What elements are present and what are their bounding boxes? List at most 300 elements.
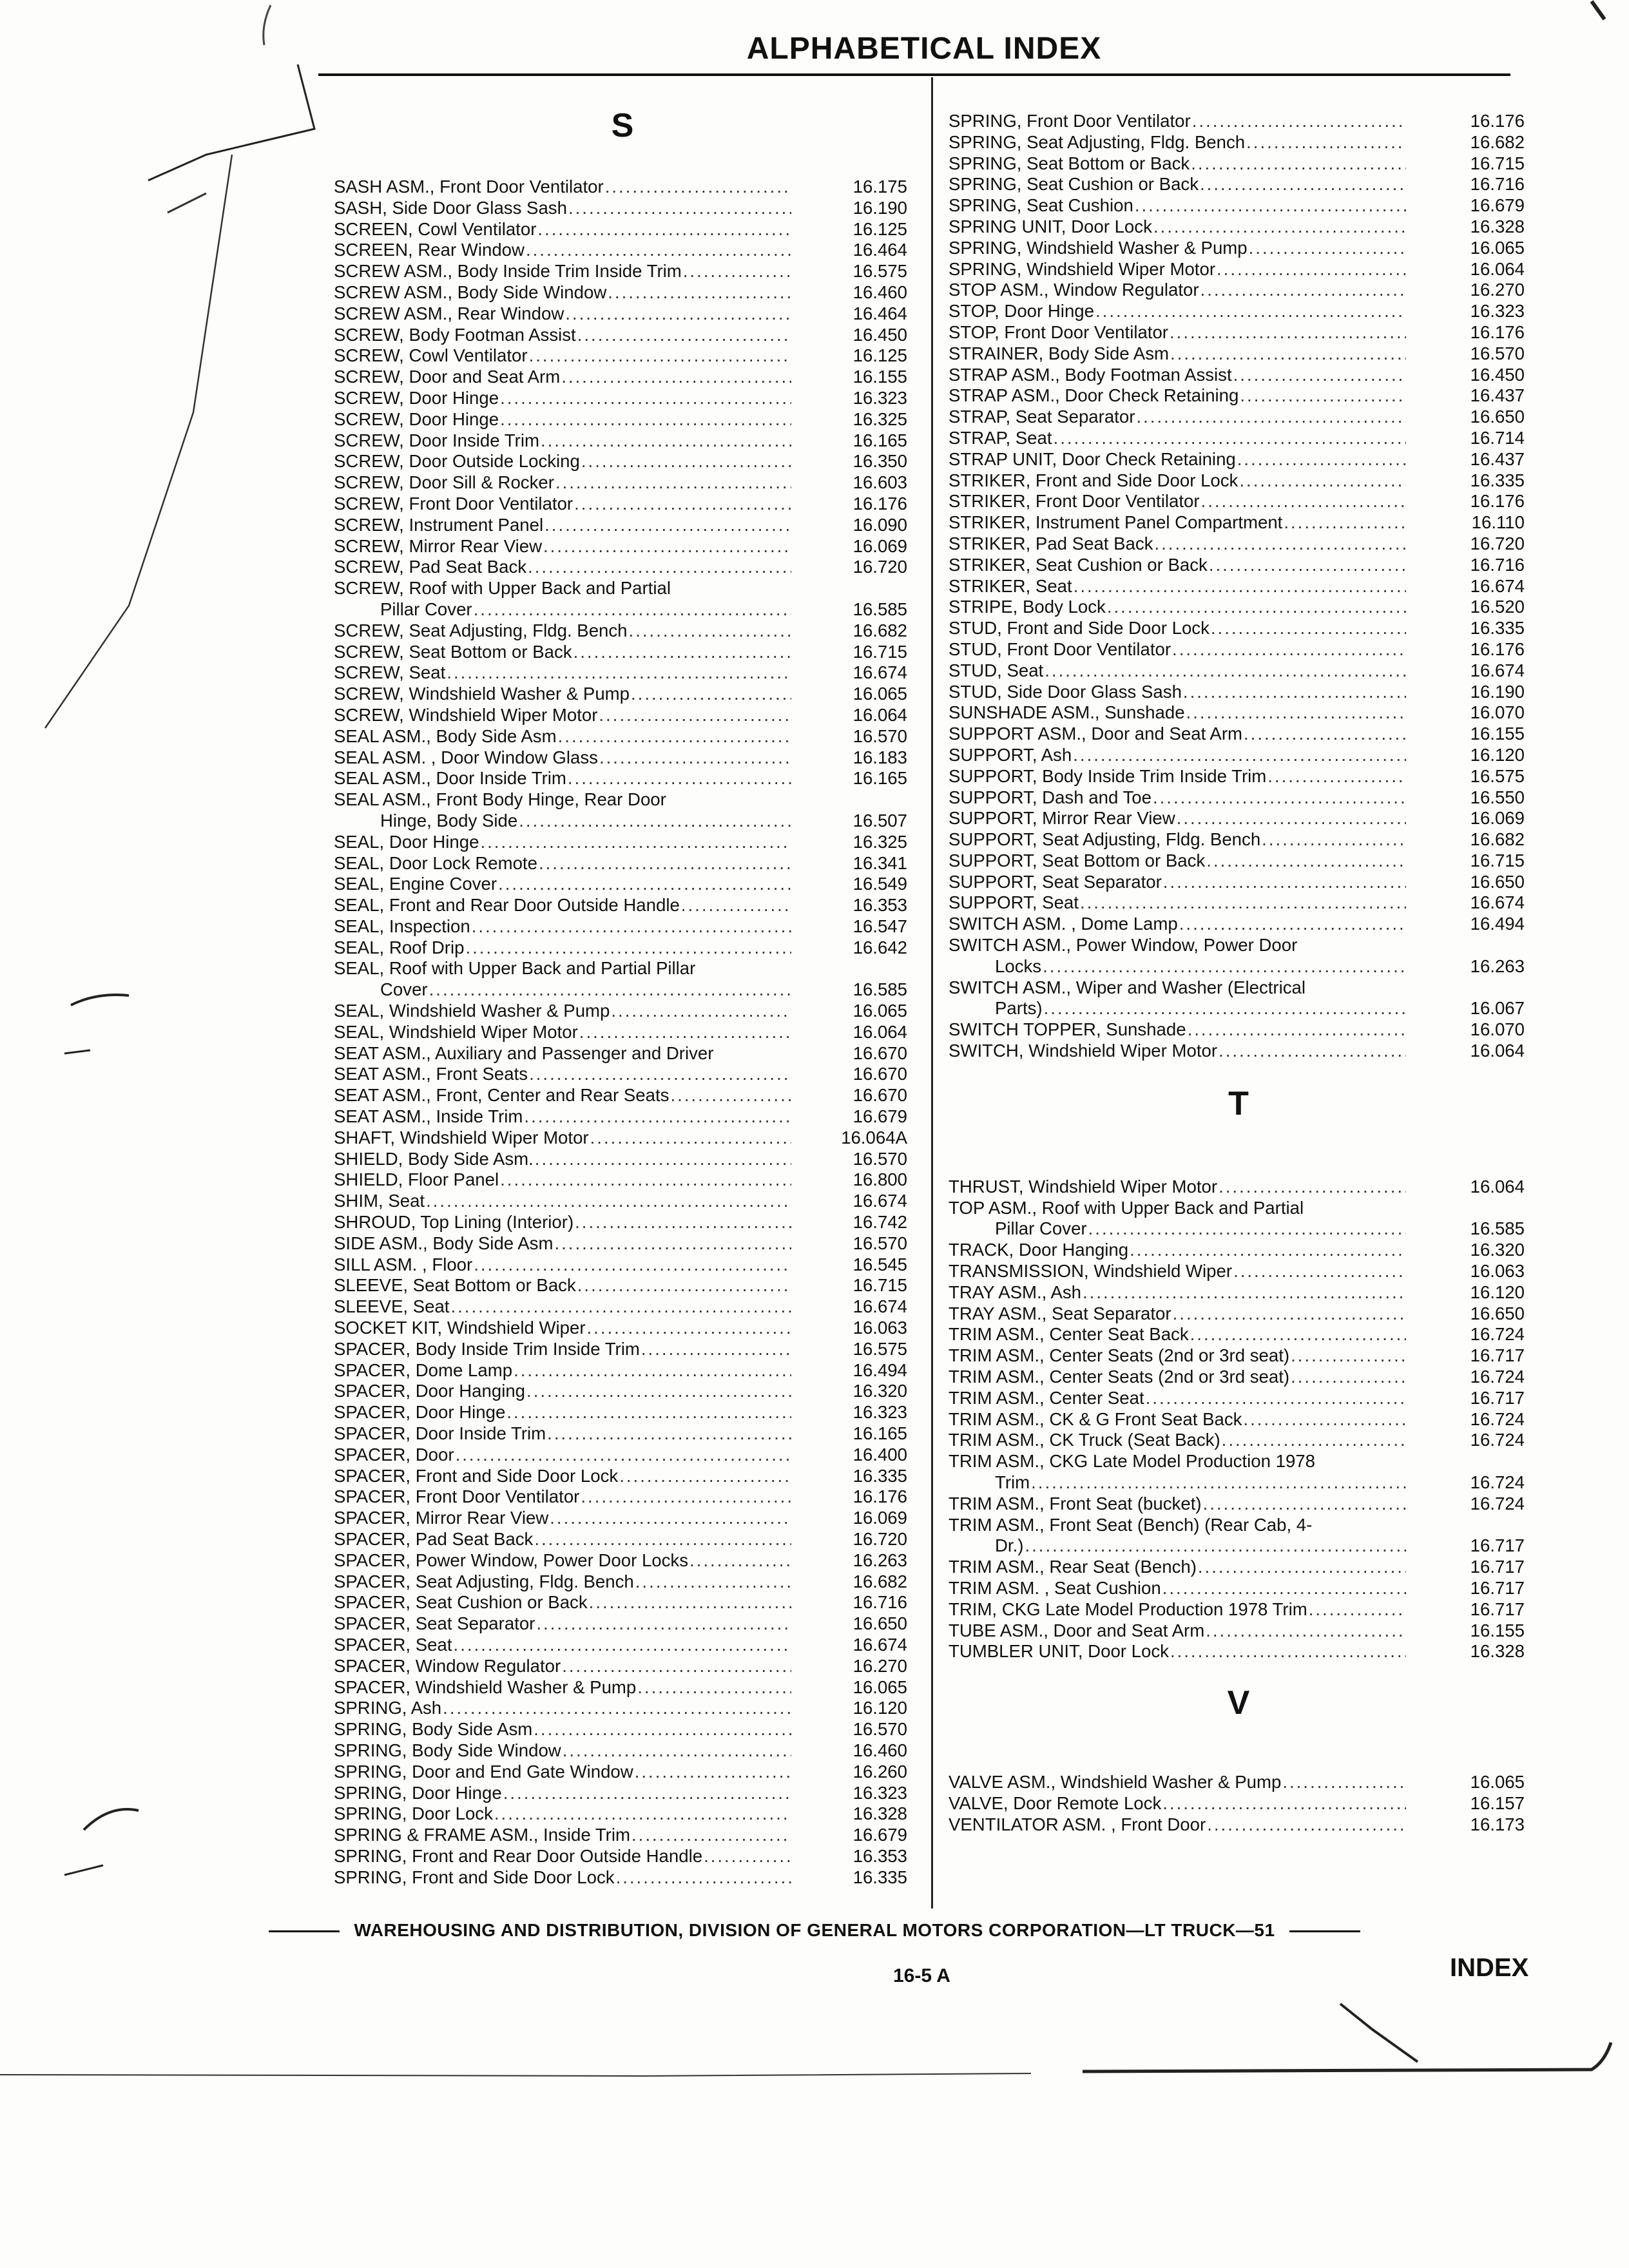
index-entry (334, 937, 911, 959)
entry-page-number: 16.065 (853, 684, 907, 704)
entry-page-number: 16.570 (853, 1233, 907, 1253)
entry-name: SEAL, Roof with Upper Back and Partial Pillar (334, 958, 696, 979)
dot-leader (641, 1339, 791, 1360)
dot-leader (465, 937, 791, 959)
index-entry (949, 1198, 1528, 1240)
entry-page-number: 16.173 (1470, 1814, 1525, 1834)
index-entry (334, 430, 911, 452)
entry-page-number: 16.270 (1470, 280, 1525, 300)
entry-page-number: 16.674 (853, 1191, 907, 1211)
dot-leader (608, 282, 791, 303)
entry-page-number: 16.674 (853, 1296, 907, 1317)
entry-page-number: 16.570 (853, 1719, 907, 1740)
entry-name: STRIKER, Front and Side Door Lock (949, 470, 1239, 490)
entry-name: SPACER, Seat Cushion or Back (334, 1592, 588, 1613)
index-entry (334, 557, 911, 578)
index-entry (334, 958, 911, 1001)
entry-page-number: 16.679 (853, 1825, 907, 1845)
page-number: 16-5 A (893, 1965, 950, 1986)
index-entry (334, 219, 911, 240)
entry-name: SUPPORT, Dash and Toe (949, 787, 1152, 807)
entry-name: STUD, Front and Side Door Lock (949, 618, 1210, 639)
index-entry (334, 895, 911, 916)
entry-name: TRIM ASM., CK & G Front Seat Back (949, 1408, 1242, 1429)
dot-leader (474, 599, 791, 620)
dot-leader (590, 1128, 791, 1149)
entry-name: SEAT ASM., Inside Trim (334, 1106, 523, 1127)
entry-page-number: 16.065 (853, 1677, 907, 1697)
index-entry (334, 282, 911, 303)
index-entry (949, 449, 1528, 470)
entry-page-number: 16.570 (853, 726, 907, 746)
dot-leader (1088, 1218, 1406, 1240)
entry-page-number: 16.165 (853, 768, 907, 789)
dot-leader (550, 1508, 791, 1529)
dot-leader (529, 1064, 791, 1085)
index-entry (949, 1620, 1528, 1642)
entry-page-number: 16.682 (1470, 131, 1525, 152)
entry-page-number: 16.353 (853, 1845, 907, 1866)
entry-name: STOP, Door Hinge (949, 301, 1094, 322)
entry-page-number: 16.190 (1470, 681, 1525, 702)
index-entry (334, 642, 911, 663)
entry-name: SUPPORT, Body Inside Trim Inside Trim (949, 765, 1267, 786)
entry-name-continuation: Trim (995, 1472, 1030, 1493)
entry-page-number: 16.110 (1471, 512, 1525, 533)
entry-name: TRIM ASM., Front Seat (bucket) (949, 1493, 1202, 1514)
entry-name: SUNSHADE ASM., Sunshade (949, 702, 1185, 723)
entry-page-number: 16.353 (853, 895, 907, 916)
dot-leader (426, 1191, 791, 1212)
index-entry (949, 259, 1528, 280)
footer-dash-right (1289, 1930, 1360, 1932)
dot-leader (500, 1169, 791, 1191)
dot-leader (1209, 555, 1406, 576)
entry-page-number: 16.460 (853, 1740, 907, 1760)
entry-name: SPRING, Seat Adjusting, Fldg. Bench (949, 131, 1246, 152)
entry-page-number: 16.176 (1470, 491, 1525, 512)
dot-leader (1211, 618, 1406, 639)
entry-page-number: 16.335 (853, 1465, 907, 1486)
entry-name: SPACER, Front and Side Door Lock (334, 1465, 619, 1486)
dot-leader (547, 1423, 791, 1445)
entry-name: SHAFT, Windshield Wiper Motor (334, 1127, 589, 1148)
entry-page-number: 16.165 (853, 1423, 907, 1444)
entry-page-number: 16.717 (1470, 1387, 1525, 1408)
dot-leader (474, 1254, 791, 1276)
entry-page-number: 16.070 (1470, 1019, 1525, 1040)
index-entry (949, 1515, 1528, 1557)
entry-page-number: 16.550 (1470, 787, 1525, 807)
index-entry (334, 1698, 911, 1719)
entry-page-number: 16.720 (1470, 533, 1525, 553)
entry-name: SPACER, Body Inside Trim Inside Trim (334, 1338, 640, 1359)
index-entry (334, 1466, 911, 1487)
index-entry (334, 1677, 911, 1698)
entry-name: VALVE, Door Remote Lock (949, 1792, 1162, 1813)
entry-page-number: 16.320 (853, 1381, 907, 1401)
entry-name: SCREEN, Cowl Ventilator (334, 218, 537, 239)
entry-page-number: 16.263 (853, 1550, 907, 1570)
entry-name: SPACER, Power Window, Power Door Locks (334, 1550, 689, 1570)
index-entry (334, 1043, 911, 1064)
entry-page-number: 16.716 (853, 1592, 907, 1613)
entry-name: SUPPORT, Mirror Rear View (949, 808, 1175, 829)
index-entry (334, 1867, 911, 1888)
dot-leader (526, 240, 791, 261)
entry-name: SLEEVE, Seat (334, 1296, 450, 1317)
dot-leader (529, 345, 791, 367)
entry-name: SEAL, Roof Drip (334, 937, 465, 957)
dot-leader (528, 557, 791, 578)
right-column (949, 111, 1528, 1836)
entry-page-number: 16.650 (853, 1613, 907, 1634)
entry-page-number: 16.176 (853, 493, 907, 514)
index-entry (334, 1128, 911, 1149)
index-entry (949, 512, 1528, 533)
entry-name: STRIKER, Front Door Ventilator (949, 491, 1200, 512)
entry-name: SUPPORT ASM., Door and Seat Arm (949, 724, 1242, 744)
index-entry (949, 195, 1528, 216)
entry-name: SPACER, Window Regulator (334, 1655, 561, 1676)
dot-leader (1291, 1367, 1406, 1388)
dot-leader (503, 1783, 791, 1804)
dot-leader (1198, 1557, 1406, 1578)
entry-page-number: 16.335 (853, 1867, 907, 1887)
entry-page-number: 16.328 (853, 1803, 907, 1824)
entry-name: SWITCH ASM. , Dome Lamp (949, 914, 1178, 934)
dot-leader (1162, 1793, 1406, 1814)
dot-leader (554, 1233, 791, 1254)
dot-leader (1136, 407, 1406, 428)
dot-leader (1170, 1641, 1406, 1662)
index-entry (949, 745, 1528, 766)
entry-name: TOP ASM., Roof with Upper Back and Partial (949, 1197, 1304, 1218)
entry-name: SCREW, Seat (334, 662, 446, 683)
entry-name: TUMBLER UNIT, Door Lock (949, 1641, 1169, 1662)
index-entry (949, 1303, 1528, 1325)
entry-name: SPRING, Door and End Gate Window (334, 1761, 633, 1782)
index-entry (949, 829, 1528, 850)
entry-page-number: 16.724 (1470, 1324, 1525, 1345)
entry-page-number: 16.464 (853, 240, 907, 260)
index-entry (949, 872, 1528, 893)
dot-leader (1170, 343, 1406, 365)
entry-name: TRIM ASM. , Seat Cushion (949, 1578, 1161, 1598)
entry-name: SPACER, Seat (334, 1634, 452, 1655)
index-entry (334, 1296, 911, 1318)
entry-page-number: 16.064 (853, 1021, 907, 1042)
dot-leader (1200, 280, 1406, 301)
index-entry (334, 536, 911, 557)
dot-leader (456, 1445, 791, 1466)
entry-page-number: 16.570 (853, 1148, 907, 1169)
entry-name: SUPPORT, Seat Separator (949, 871, 1162, 892)
entry-page-number: 16.155 (1470, 724, 1525, 744)
entry-page-number: 16.328 (1470, 1641, 1525, 1662)
entry-page-number: 16.323 (1470, 301, 1525, 322)
index-entry (949, 766, 1528, 787)
entry-page-number: 16.724 (1470, 1430, 1525, 1450)
dot-leader (599, 747, 791, 769)
dot-leader (1183, 682, 1406, 703)
entry-page-number: 16.263 (1470, 956, 1525, 976)
entry-name: SCREW, Pad Seat Back (334, 557, 527, 577)
entry-name: STUD, Front Door Ventilator (949, 639, 1171, 659)
dot-leader (635, 1762, 791, 1783)
dot-leader (1107, 597, 1406, 618)
entry-name: TRIM ASM., Center Seats (2nd or 3rd seat) (949, 1345, 1290, 1366)
dot-leader (506, 1402, 791, 1423)
entry-page-number: 16.585 (853, 599, 907, 619)
right-s-entry-list (949, 111, 1528, 1062)
entry-name: SCREW, Door and Seat Arm (334, 367, 561, 387)
entry-page-number: 16.165 (853, 430, 907, 450)
entry-name: STRAP ASM., Body Footman Assist (949, 364, 1232, 385)
entry-page-number: 16.575 (1470, 765, 1525, 786)
index-entry (949, 1814, 1528, 1836)
entry-name: SPRING, Seat Bottom or Back (949, 153, 1190, 173)
entry-page-number: 16.800 (853, 1169, 907, 1190)
entry-page-number: 16.670 (853, 1064, 907, 1084)
index-entry (949, 301, 1528, 322)
entry-page-number: 16.715 (1470, 850, 1525, 870)
entry-name: STOP, Front Door Ventilator (949, 322, 1168, 342)
entry-page-number: 16.670 (853, 1043, 907, 1063)
index-entry (334, 853, 911, 874)
index-entry (334, 1592, 911, 1613)
entry-page-number: 16.520 (1470, 597, 1525, 617)
entry-page-number: 16.120 (1470, 744, 1525, 765)
entry-page-number: 16.682 (853, 1571, 907, 1591)
entry-page-number: 16.325 (853, 408, 907, 429)
index-entry (334, 515, 911, 536)
index-entry (949, 1041, 1528, 1062)
entry-name: TRACK, Door Hanging (949, 1240, 1129, 1260)
index-entry (334, 1508, 911, 1529)
index-entry (949, 385, 1528, 407)
entry-name: SPACER, Door Inside Trim (334, 1423, 546, 1444)
dot-leader (1200, 174, 1406, 195)
index-entry (334, 1402, 911, 1423)
dot-leader (524, 1106, 791, 1128)
entry-name: SPACER, Seat Adjusting, Fldg. Bench (334, 1571, 634, 1591)
index-entry (949, 1793, 1528, 1814)
entry-page-number: 16.724 (1470, 1367, 1525, 1387)
entry-name: SLEEVE, Seat Bottom or Back (334, 1275, 576, 1296)
dot-leader (563, 1740, 791, 1762)
entry-name: SPACER, Front Door Ventilator (334, 1486, 580, 1507)
entry-page-number: 16.176 (853, 1486, 907, 1507)
dot-leader (1249, 238, 1406, 259)
dot-leader (1201, 491, 1406, 512)
index-entry (334, 1339, 911, 1360)
index-entry (949, 1240, 1528, 1261)
entry-name: SEAL, Door Lock Remote (334, 852, 537, 873)
dot-leader (1243, 1409, 1406, 1430)
dot-leader (537, 219, 791, 240)
dot-leader (1219, 1177, 1406, 1198)
dot-leader (541, 430, 791, 452)
dot-leader (1233, 1261, 1406, 1282)
index-entry (949, 1557, 1528, 1578)
entry-page-number: 16.717 (1470, 1599, 1525, 1619)
dot-leader (574, 494, 791, 515)
dot-leader (472, 916, 791, 937)
index-entry (949, 1451, 1528, 1494)
entry-name: VALVE ASM., Windshield Washer & Pump (949, 1772, 1282, 1792)
footer-dash-left (269, 1930, 340, 1932)
index-entry (334, 409, 911, 430)
entry-name: STRAP ASM., Door Check Retaining (949, 385, 1239, 406)
dot-leader (1154, 533, 1406, 555)
index-entry (334, 578, 911, 620)
dot-leader (1233, 365, 1406, 386)
dot-leader (681, 895, 791, 916)
entry-name: TRANSMISSION, Windshield Wiper (949, 1261, 1233, 1282)
dot-leader (616, 1867, 791, 1888)
entry-page-number: 16.400 (853, 1444, 907, 1465)
entry-name: SWITCH, Windshield Wiper Motor (949, 1041, 1218, 1061)
index-entry (949, 787, 1528, 809)
index-entry (334, 747, 911, 769)
entry-name: STRIKER, Seat (949, 575, 1072, 596)
entry-page-number: 16.674 (1470, 892, 1525, 913)
index-entry (949, 639, 1528, 660)
entry-page-number: 16.674 (853, 662, 907, 683)
index-entry (949, 280, 1528, 301)
entry-page-number: 16.720 (853, 557, 907, 577)
entry-page-number: 16.724 (1470, 1493, 1525, 1514)
dot-leader (635, 1571, 791, 1593)
footer-text: WAREHOUSING AND DISTRIBUTION, DIVISION OF GENERAL MOTORS CORPORATION—LT TRUCK—51 (354, 1920, 1275, 1940)
entry-name-continuation: Parts) (995, 998, 1043, 1019)
dot-leader (500, 388, 791, 409)
dot-leader (581, 451, 791, 472)
index-entry (949, 343, 1528, 365)
entry-page-number: 16.715 (853, 1275, 907, 1296)
entry-page-number: 16.674 (1470, 575, 1525, 596)
index-entry (949, 238, 1528, 259)
entry-page-number: 16.176 (1470, 639, 1525, 659)
entry-page-number: 16.714 (1470, 427, 1525, 448)
index-entry (334, 916, 911, 937)
dot-leader (1025, 1535, 1406, 1557)
entry-name: TRAY ASM., Ash (949, 1282, 1082, 1302)
index-entry (334, 726, 911, 747)
entry-page-number: 16.064A (841, 1127, 907, 1148)
dot-leader (1240, 385, 1406, 407)
entry-name: SCREW ASM., Body Inside Trim Inside Trim (334, 261, 682, 282)
entry-name: SCREW ASM., Body Side Window (334, 282, 607, 302)
entry-page-number: 16.065 (1470, 1772, 1525, 1792)
entry-name: SASH, Side Door Glass Sash (334, 197, 567, 218)
entry-name: SPRING, Door Lock (334, 1803, 493, 1824)
dot-leader (1031, 1472, 1406, 1494)
entry-name: SILL ASM. , Floor (334, 1254, 473, 1274)
index-entry (334, 1825, 911, 1846)
dot-leader (611, 1001, 791, 1022)
entry-page-number: 16.549 (853, 874, 907, 894)
dot-leader (558, 726, 791, 747)
entry-page-number: 16.069 (1470, 808, 1525, 829)
index-entry (949, 1345, 1528, 1367)
section-letter-t: T (1228, 1084, 1249, 1122)
dot-leader (526, 1381, 791, 1402)
index-entry (949, 491, 1528, 512)
entry-name: SCREW, Instrument Panel (334, 514, 544, 535)
entry-page-number: 16.341 (853, 852, 907, 873)
entry-page-number: 16.335 (1470, 618, 1525, 639)
entry-name: SCREW, Door Hinge (334, 387, 499, 408)
dot-leader (1163, 872, 1406, 893)
entry-page-number: 16.176 (1470, 322, 1525, 342)
entry-page-number: 16.070 (1470, 702, 1525, 723)
entry-page-number: 16.679 (1470, 195, 1525, 216)
entry-page-number: 16.437 (1470, 385, 1525, 406)
entry-name: SCREW, Body Footman Assist (334, 324, 576, 345)
index-entry (949, 1324, 1528, 1345)
dot-leader (565, 303, 791, 325)
entry-name: SPACER, Door (334, 1444, 454, 1465)
entry-name: SEAT ASM., Auxiliary and Passenger and Driver (334, 1043, 714, 1063)
dot-leader (1217, 259, 1406, 280)
dot-leader (1284, 512, 1406, 533)
index-entry (949, 1019, 1528, 1041)
entry-name: SEAL, Engine Cover (334, 874, 497, 894)
entry-page-number: 16.716 (1470, 174, 1525, 195)
entry-name: SCREW, Door Outside Locking (334, 451, 580, 472)
entry-name: TRIM ASM., CK Truck (Seat Back) (949, 1430, 1220, 1450)
entry-name-continuation: Hinge, Body Side (380, 810, 518, 831)
index-entry (949, 702, 1528, 724)
dot-leader (555, 472, 791, 494)
index-entry (334, 1529, 911, 1550)
dot-leader (683, 261, 791, 282)
index-entry (334, 874, 911, 895)
dot-leader (535, 1149, 791, 1170)
dot-leader (1172, 639, 1406, 660)
index-entry (334, 1275, 911, 1296)
entry-name: SEAL, Front and Rear Door Outside Handle (334, 895, 680, 916)
entry-page-number: 16.460 (853, 282, 907, 302)
dot-leader (1177, 808, 1406, 829)
entry-name: SCREW, Door Sill & Rocker (334, 472, 554, 493)
entry-name: SPRING, Seat Cushion (949, 195, 1133, 216)
index-entry (334, 1803, 911, 1825)
entry-name: SEAT ASM., Front Seats (334, 1064, 528, 1084)
entry-page-number: 16.064 (1470, 1176, 1525, 1196)
entry-page-number: 16.650 (1470, 407, 1525, 427)
entry-name: STOP ASM., Window Regulator (949, 280, 1199, 300)
entry-name: SPACER, Dome Lamp (334, 1360, 513, 1380)
index-entry (334, 1486, 911, 1508)
entry-name: SHROUD, Top Lining (Interior) (334, 1212, 574, 1233)
index-entry (949, 111, 1528, 132)
index-entry (334, 684, 911, 705)
dot-leader (629, 620, 791, 642)
entry-page-number: 16.065 (1470, 237, 1525, 258)
entry-name: STRIPE, Body Lock (949, 597, 1106, 617)
entry-name: SUPPORT, Seat Bottom or Back (949, 850, 1206, 870)
entry-page-number: 16.547 (853, 916, 907, 936)
entry-page-number: 16.603 (853, 472, 907, 493)
index-entry (334, 1846, 911, 1867)
dot-leader (1179, 914, 1406, 935)
entry-name: STRIKER, Pad Seat Back (949, 533, 1153, 553)
entry-page-number: 16.064 (1470, 1041, 1525, 1061)
dot-leader (581, 1486, 791, 1508)
